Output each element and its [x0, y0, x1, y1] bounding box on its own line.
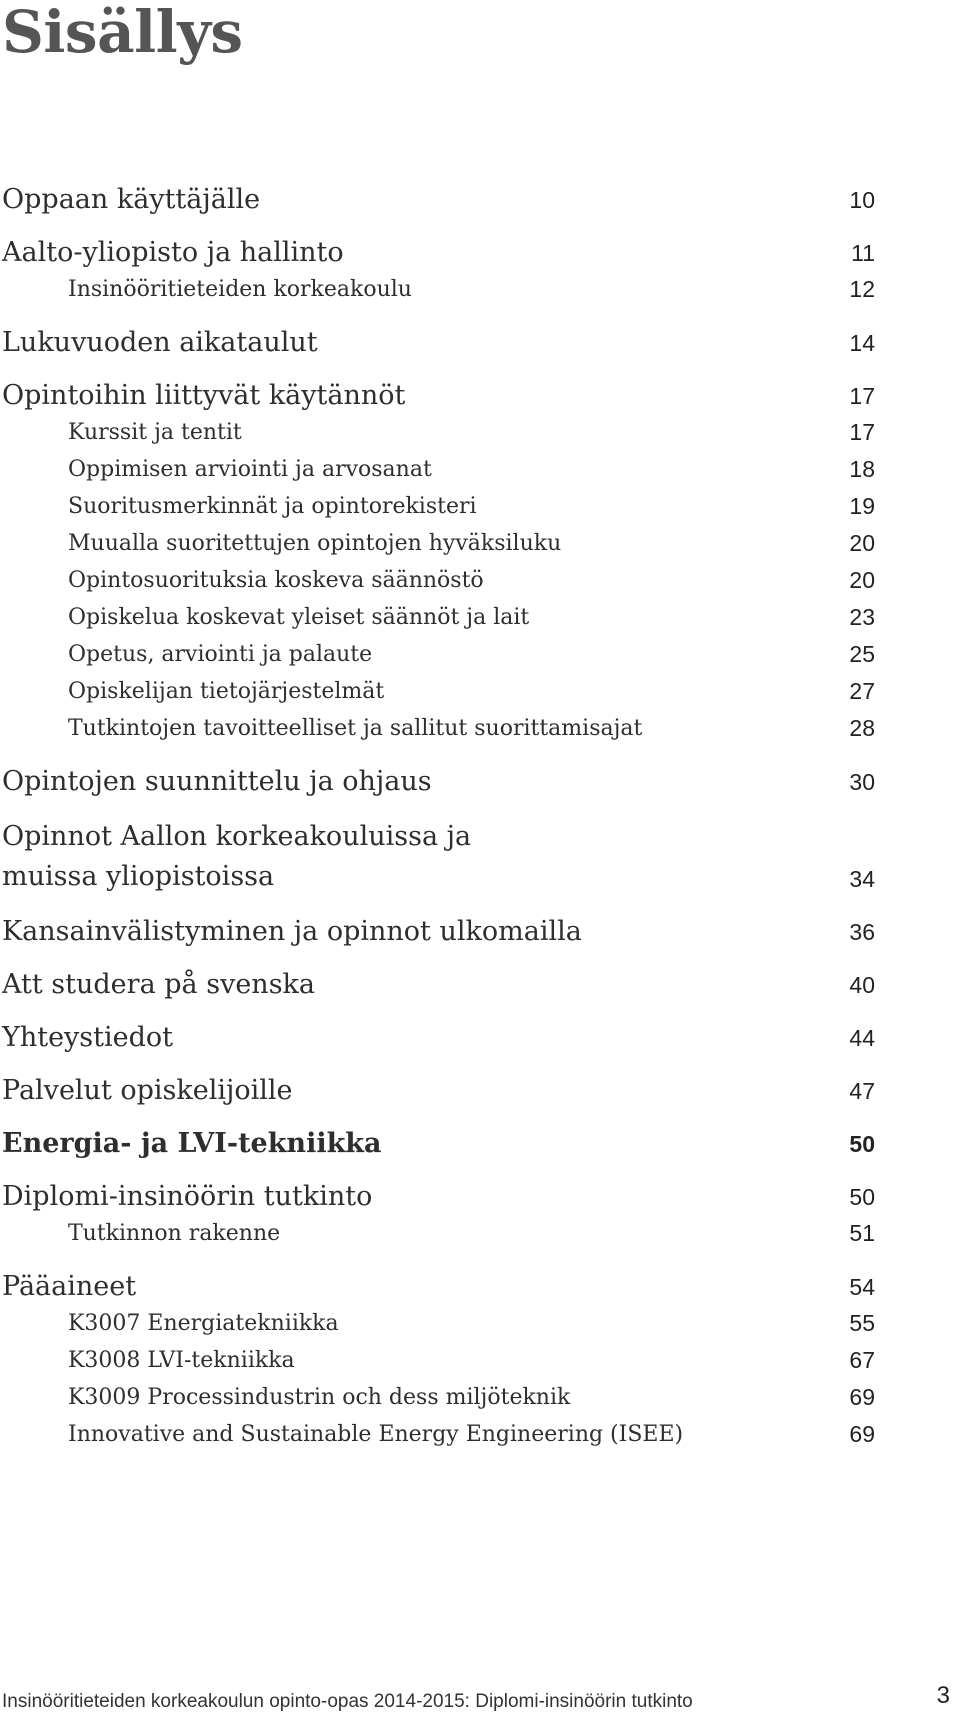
toc-entry-page: 69 — [849, 1421, 875, 1447]
toc-entry-page: 28 — [849, 715, 875, 741]
toc-entry-hyvaksiluku[interactable] — [0, 525, 875, 562]
toc-entry-title: Tutkinnon rakenne — [68, 1221, 281, 1246]
toc-entry-k3009-processindustrin[interactable] — [0, 1379, 875, 1416]
toc-entry-kurssit-ja-tentit[interactable] — [0, 414, 875, 451]
toc-entry-title-line-2: muissa yliopistoissa — [2, 861, 275, 892]
toc-entry-page: 30 — [849, 769, 875, 795]
toc-entry-lukuvuoden-aikataulut[interactable] — [0, 325, 875, 361]
toc-entry-page: 20 — [849, 567, 875, 593]
toc-entry-page: 47 — [849, 1078, 875, 1104]
toc-entry-page: 44 — [849, 1025, 875, 1051]
toc-entry-title: Yhteystiedot — [2, 1022, 174, 1053]
toc-entry-title: Kurssit ja tentit — [68, 420, 242, 445]
toc-entry-page: 25 — [849, 641, 875, 667]
toc-entry-title: Insinööritieteiden korkeakoulu — [68, 277, 412, 302]
toc-entry-title: Muualla suoritettujen opintojen hyväksiluku — [68, 531, 562, 556]
toc-entry-page: 17 — [849, 419, 875, 445]
footer-text: Insinööritieteiden korkeakoulun opinto-opas 2014-2015: Diplomi-insinöörin tutkinto — [2, 1691, 693, 1712]
page-title: Sisällys — [2, 0, 243, 66]
toc-entry-oppaan-kayttajalle[interactable] — [0, 182, 875, 218]
toc-entry-energia-ja-lvi-tekniikka[interactable] — [0, 1126, 875, 1162]
toc-entry-page: 50 — [849, 1131, 875, 1157]
toc-entry-page: 20 — [849, 530, 875, 556]
toc-entry-title: Oppaan käyttäjälle — [2, 184, 261, 215]
toc-entry-title: Palvelut opiskelijoille — [2, 1075, 293, 1106]
toc-entry-yleiset-saannot[interactable] — [0, 599, 875, 636]
toc-entry-title: Pääaineet — [2, 1271, 137, 1302]
toc-entry-title: Energia- ja LVI-tekniikka — [2, 1128, 382, 1159]
toc-entry-page: 50 — [849, 1184, 875, 1210]
toc-entry-page: 67 — [849, 1347, 875, 1373]
toc-entry-page: 19 — [849, 493, 875, 519]
toc-entry-diplomi-insinoorin-tutkinto[interactable] — [0, 1179, 875, 1215]
toc-entry-page: 23 — [849, 604, 875, 630]
toc-entry-opintoihin-liittyvat-kaytannot[interactable] — [0, 378, 875, 414]
toc-entry-yhteystiedot[interactable] — [0, 1020, 875, 1056]
toc-entry-page: 14 — [849, 330, 875, 356]
toc-entry-suorittamisajat[interactable] — [0, 710, 875, 747]
toc-entry-title: Tutkintojen tavoitteelliset ja sallitut suorittamisajat — [68, 716, 643, 741]
toc-entry-title: K3008 LVI-tekniikka — [68, 1348, 295, 1373]
toc-entry-page: 51 — [849, 1220, 875, 1246]
toc-entry-paaaineet[interactable] — [0, 1269, 875, 1305]
toc-entry-page: 69 — [849, 1384, 875, 1410]
toc-entry-saannosto[interactable] — [0, 562, 875, 599]
toc-entry-opetus-arviointi-palaute[interactable] — [0, 636, 875, 673]
toc-entry-title: Diplomi-insinöörin tutkinto — [2, 1181, 373, 1212]
toc-entry-title: Lukuvuoden aikataulut — [2, 327, 318, 358]
toc-entry-title: Opiskelijan tietojärjestelmät — [68, 679, 385, 704]
toc-entry-title: Innovative and Sustainable Energy Engineering (ISEE) — [68, 1422, 684, 1447]
toc-entry-page: 17 — [849, 383, 875, 409]
toc-entry-att-studera-pa-svenska[interactable] — [0, 967, 875, 1003]
toc-entry-insinooritieteiden-korkeakoulu[interactable] — [0, 271, 875, 308]
toc-entry-suunnittelu-ja-ohjaus[interactable] — [0, 764, 875, 800]
toc-entry-aalto-yliopisto[interactable] — [0, 235, 875, 271]
toc-entry-title — [2, 817, 815, 897]
toc-entry-title: K3007 Energiatekniikka — [68, 1311, 339, 1336]
toc-entry-title: Opiskelua koskevat yleiset säännöt ja lait — [68, 605, 530, 630]
toc-entry-k3008-lvi-tekniikka[interactable] — [0, 1342, 875, 1379]
toc-entry-suoritusmerkinnat[interactable] — [0, 488, 875, 525]
toc-entry-title: Opetus, arviointi ja palaute — [68, 642, 373, 667]
toc-entry-title-line-1: Opinnot Aallon korkeakouluissa ja — [2, 821, 472, 852]
toc-entry-k3007-energiatekniikka[interactable] — [0, 1305, 875, 1342]
footer-page-number: 3 — [936, 1682, 950, 1709]
toc-entry-page: 10 — [849, 187, 875, 213]
toc-entry-title: Aalto-yliopisto ja hallinto — [2, 237, 344, 268]
toc-entry-kansainvalistyminen[interactable] — [0, 914, 875, 950]
toc-entry-page: 18 — [849, 456, 875, 482]
toc-entry-title: Opintoihin liittyvät käytännöt — [2, 380, 406, 411]
toc-entry-title: Opintosuorituksia koskeva säännöstö — [68, 568, 484, 593]
toc-entry-title: Oppimisen arviointi ja arvosanat — [68, 457, 432, 482]
toc-entry-tutkinnon-rakenne[interactable] — [0, 1215, 875, 1252]
toc-entry-page: 11 — [851, 240, 875, 266]
toc-entry-page: 40 — [849, 972, 875, 998]
toc-entry-page: 54 — [849, 1274, 875, 1300]
table-of-contents — [0, 182, 875, 1453]
toc-entry-opinnot-aallon-korkeakouluissa[interactable] — [0, 817, 875, 897]
toc-entry-title: Suoritusmerkinnät ja opintorekisteri — [68, 494, 477, 519]
toc-entry-title: Kansainvälistyminen ja opinnot ulkomailla — [2, 916, 582, 947]
toc-entry-page: 34 — [849, 866, 875, 892]
toc-entry-page: 36 — [849, 919, 875, 945]
toc-entry-page: 12 — [849, 276, 875, 302]
toc-entry-oppimisen-arviointi[interactable] — [0, 451, 875, 488]
toc-entry-palvelut-opiskelijoille[interactable] — [0, 1073, 875, 1109]
toc-entry-isee[interactable] — [0, 1416, 875, 1453]
toc-entry-title: Opintojen suunnittelu ja ohjaus — [2, 766, 432, 797]
toc-entry-tietojarjestelmat[interactable] — [0, 673, 875, 710]
toc-entry-page: 55 — [849, 1310, 875, 1336]
toc-entry-title: Att studera på svenska — [2, 969, 316, 1000]
toc-entry-title: K3009 Processindustrin och dess miljöteknik — [68, 1385, 571, 1410]
toc-entry-page: 27 — [849, 678, 875, 704]
